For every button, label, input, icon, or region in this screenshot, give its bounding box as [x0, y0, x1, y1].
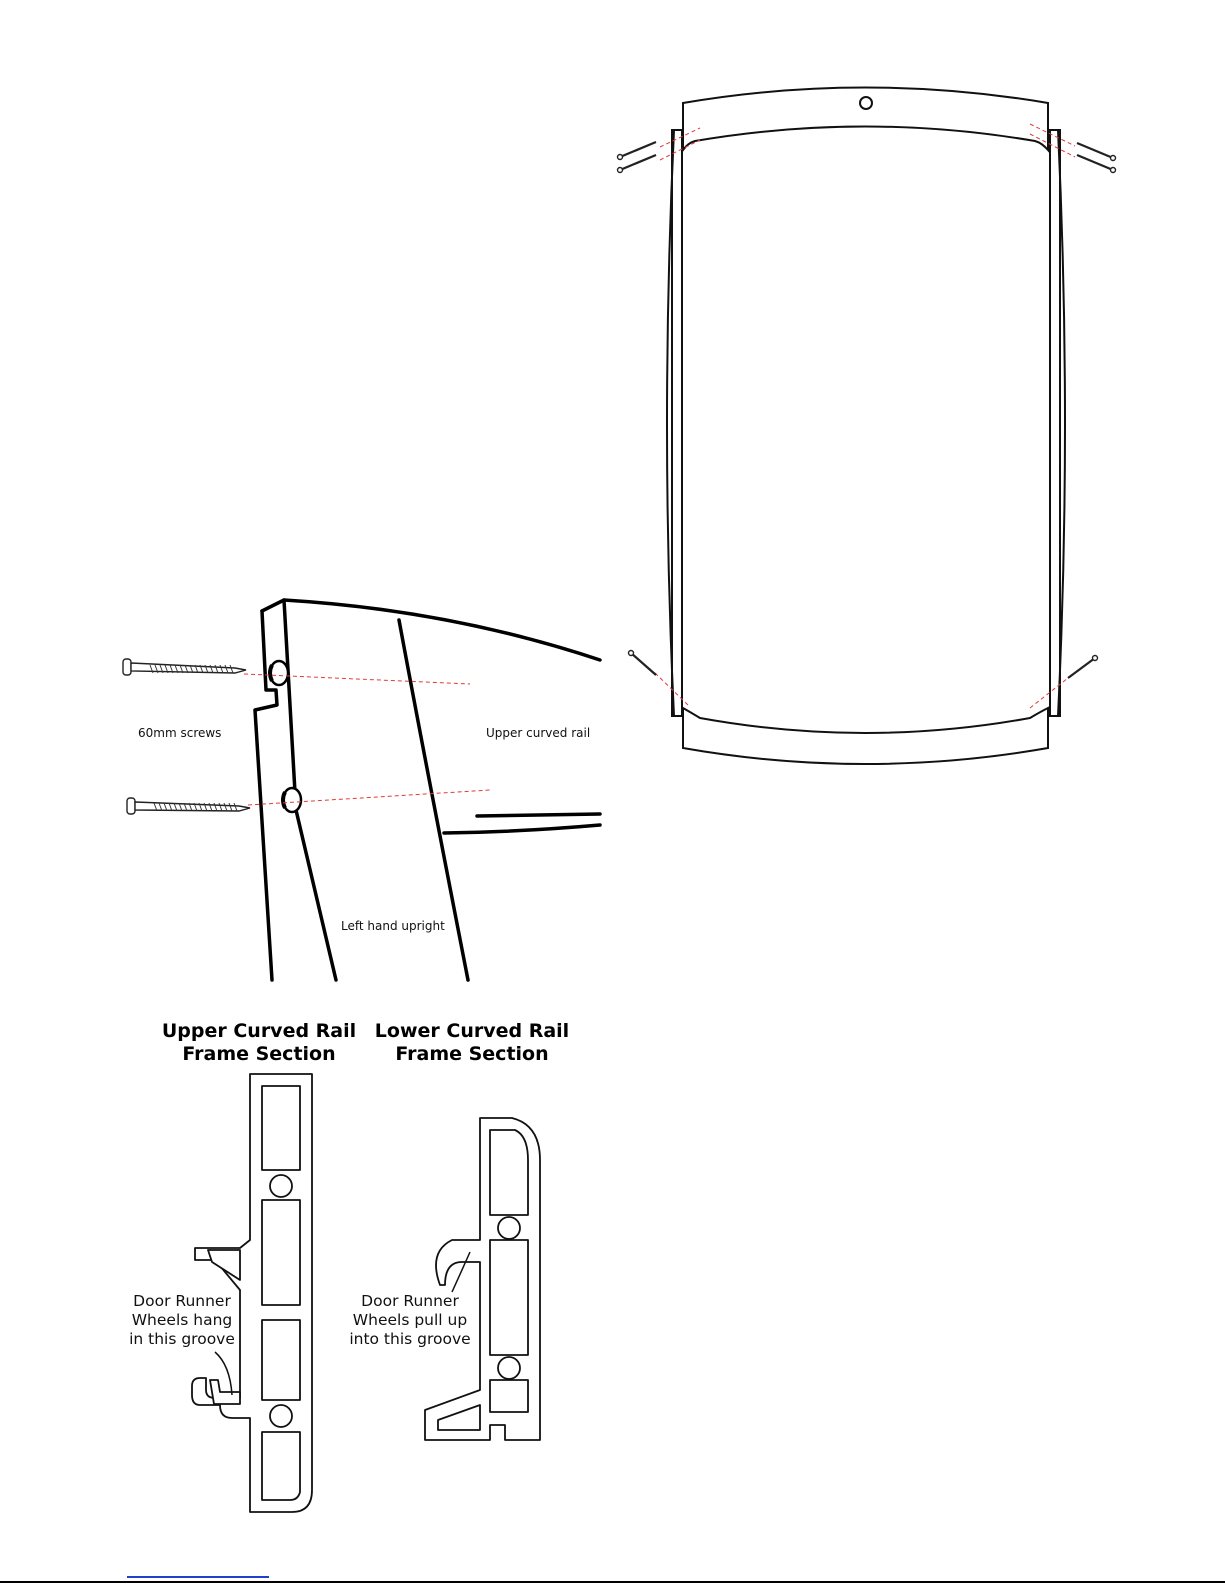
right-upright [1050, 130, 1060, 716]
closeup-rail-top [262, 600, 600, 660]
upper-section-title-2: Frame Section [182, 1043, 336, 1065]
upper-section-title-1: Upper Curved Rail [161, 1020, 357, 1042]
screw-bottom-icon [127, 798, 250, 814]
upper-callout-line-1: Door Runner [133, 1292, 231, 1310]
lower-section-title-2: Frame Section [395, 1043, 549, 1065]
frame-screw-guides [655, 124, 1075, 708]
left-upright [672, 130, 682, 716]
upper-callout-line-2: Wheels hang [131, 1311, 233, 1329]
closeup-rail-bottom [444, 825, 600, 833]
closeup-screw-guides [244, 674, 490, 805]
label-left-upright: Left hand upright [341, 919, 445, 933]
lower-section-title-1: Lower Curved Rail [374, 1020, 570, 1042]
rail-fixing-hole [860, 97, 872, 109]
section-headers [162, 1020, 569, 1065]
frame-screws [618, 142, 1116, 678]
footer-rule [0, 1581, 1225, 1583]
joint-closeup [123, 600, 600, 980]
upper-callout-line-3: in this groove [129, 1330, 235, 1348]
lower-rail-profile [425, 1118, 540, 1440]
footer-link-underline[interactable] [127, 1576, 269, 1578]
closeup-fixing-holes [270, 661, 301, 812]
lower-callout-line-3: into this groove [349, 1330, 471, 1348]
screw-top-icon [123, 659, 246, 675]
frame-front-view [618, 88, 1116, 765]
lower-curved-rail [683, 708, 1048, 764]
lower-callout-line-1: Door Runner [361, 1292, 459, 1310]
lower-callout [349, 1252, 470, 1348]
upper-callout [129, 1292, 235, 1395]
label-upper-rail: Upper curved rail [486, 726, 591, 740]
label-screws: 60mm screws [138, 726, 222, 740]
lower-callout-line-2: Wheels pull up [352, 1311, 468, 1329]
closeup-rail-lower-edge [477, 814, 600, 816]
